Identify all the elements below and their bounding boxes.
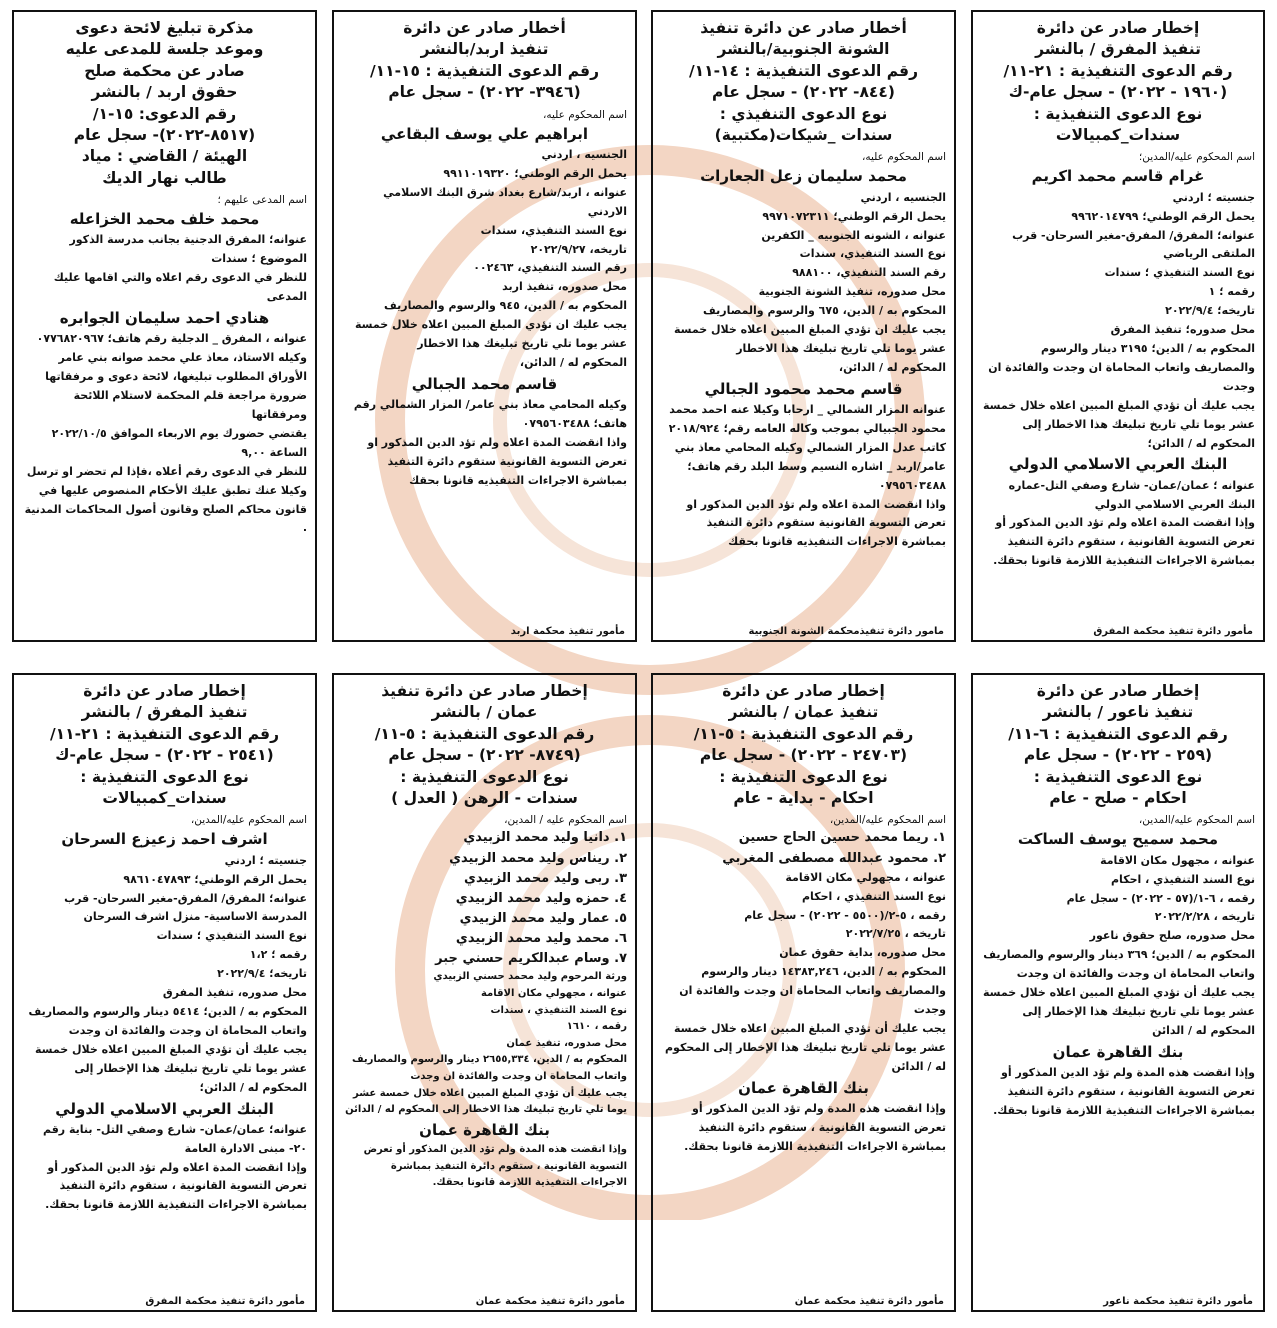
notice-signature: مأمور دائرة تنفيذ محكمة المفرق xyxy=(1093,626,1253,637)
notice-body-continued: عنوانه ، المفرق _ الدجلية رقم هاتف؛ ٠٧٧٦٨٢٠٩٦٧ وكيله الاستاذ، معاذ علي محمد صوانه بني عامر الأوراق المطلوب تبليغها، لائحة دعوى و مرفقاتها ضرورة مراجعة قلم المحكمة لاستلام اللائحة ومرفقاتها يقتضي حضورك يوم الاربعاء الموافق ٢٠٢٢/١٠/٥ الساعة ٩,٠٠ للنظر في الدعوى رقم أعلاه ،فإذا لم تحضر او ترسل وكيلا عنك تطبق عليك الأحكام المنصوص عليها في قانون محاكم الصلح وقانون أصول المحاكمات المدنية . xyxy=(24,332,307,535)
notice-mafraq-2541 xyxy=(12,673,317,1312)
debtor-label: اسم المحكوم عليه / المدين، xyxy=(504,814,627,827)
creditor-name: البنك العربي الاسلامي الدولي xyxy=(1008,455,1228,474)
debtor-name: ابراهيم علي يوسف البقاعي xyxy=(380,124,589,143)
creditor-name: قاسم محمد الجبالي xyxy=(411,374,558,393)
notice-body: ورثة المرحوم وليد محمد حسني الزبيدي عنوانه ، مجهولي مكان الاقامة نوع السند التنفيذي ، سندات رقمه ، ١٦١٠ محل صدوره، تنفيذ عمان المحكوم به / الدين، ٢٦٥٥,٣٣٤ دينار والرسوم والمصاريف واتعاب المحاماة ان وجدت والفائدة ان وجدت يجب عليك أن تؤدي المبلغ المبين اعلاه خلال خمسة عشر يوما تلي تاريخ تبليغك هذا الاخطار إلى المحكوم له / الدائن xyxy=(345,971,627,1116)
plaintiff-name: هنادي احمد سليمان الجوابره xyxy=(59,309,270,328)
notice-signature: مامور دائرة تنفيذمحكمة الشونة الجنوبية xyxy=(748,626,944,637)
notice-signature: مأمور دائرة تنفيذ محكمة ناعور xyxy=(1103,1296,1253,1307)
notice-body: جنسيته ؛ اردني يحمل الرقم الوطني؛ ٩٩٦٢٠١٤٧٩٩ عنوانه؛ المفرق/ المفرق-مغير السرحان- قرب الملتقى الرياضي نوع السند التنفيذي ؛ سندات رقمه ؛ ١ تاريخه؛ ٢٠٢٢/٩/٤ محل صدوره؛ تنفيذ المفرق المحكوم به / الدين؛ ٣١٩٥ دينار والرسوم والمصاريف واتعاب المحاماة ان وجدت والفائدة ان وجدت يجب عليك أن تؤدي المبلغ المبين اعلاه خلال خمسة عشر يوما تلي تاريخ تبليغك هذا الاخطار إلى المحكوم له / الدائن؛ xyxy=(982,190,1255,450)
notice-body: الجنسيه ، اردني يحمل الرقم الوطني؛ ٩٩٧١٠٧٢٣١١ عنوانه ، الشونه الجنوبيه _ الكفرين نوع السند التنفيذي، سندات رقم السند التنفيذي، ٩٨٨١٠٠ محل صدوره، تنفيذ الشونة الجنوبية المحكوم به / الدين، ٦٧٥ والرسوم والمصاريف يجب عليك ان تؤدي المبلغ المبين اعلاه خلال خمسة عشر يوما تلي تاريخ تبليغك هذا الاخطار المحكوم له / الدائن، xyxy=(673,190,946,374)
debtor-label: اسم المحكوم عليه، xyxy=(543,108,627,121)
notice-body-continued: وإذا انقضت هذه المدة ولم تؤد الدين المذكور أو تعرض التسوية القانونية ، ستقوم دائرة التنفيذ بمباشرة الاجراءات التنفيذية اللازمة قانونا بحقك. xyxy=(993,1066,1255,1117)
debtor-label: اسم المحكوم عليه، xyxy=(862,151,946,164)
notice-irbid-summons-8517 xyxy=(12,10,317,642)
notice-body: عنوانه ، مجهولي مكان الاقامة نوع السند التنفيذي ، احكام رقمه ، ٥-٢/(٥٥٠٠ - ٢٠٢٢) - سجل عام تاريخه ، ٢٠٢٢/٧/٢٥ محل صدوره، بداية حقوق عمان المحكوم به / الدين، ١٤٣٨٣,٢٤٦ دينار والرسوم والمصاريف واتعاب المحاماة ان وجدت والفائدة ان وجدت يجب عليك أن تؤدي المبلغ المبين اعلاه خلال خمسة عشر يوما تلي تاريخ تبليغك هذا الإخطار إلى المحكوم له / الدائن xyxy=(664,870,946,1073)
creditor-name: بنك القاهرة عمان xyxy=(738,1078,869,1097)
debtor-name: غرام قاسم محمد اكريم xyxy=(1031,167,1205,186)
notice-amman-8749 xyxy=(332,673,637,1312)
creditor-name: قاسم محمد محمود الجبالي xyxy=(704,379,903,398)
debtor-names: ١. دانيا وليد محمد الزبيدي ٢. ريناس وليد محمد الزبيدي ٣. ربى وليد محمد الزبيدي ٤. حمزه وليد محمد الزبيدي ٥. عمار وليد محمد الزبيدي ٦. محمد وليد محمد الزبيدي ٧. وسام عبدالكريم حسني جبر xyxy=(435,830,627,967)
debtor-label: اسم المحكوم عليه/المدين، xyxy=(190,814,307,827)
notice-signature: مأمور دائرة تنفيذ محكمة عمان xyxy=(794,1296,944,1307)
notice-body-continued: عنوانه؛ عمان/عمان- شارع وصفي التل- بناية رقم ٢٠- مبنى الادارة العامة وإذا انقضت المدة اعلاه ولم تؤد الدين المذكور أو تعرض التسوية القانونية ، ستقوم دائرة التنفيذ بمباشرة الاجراءات التنفيذية اللازمة قانونا بحقك. xyxy=(42,1122,307,1212)
creditor-name: بنك القاهرة عمان xyxy=(419,1120,550,1139)
debtor-label: اسم المحكوم عليه/المدين، xyxy=(1138,814,1255,827)
notice-body: عنوانه ، مجهول مكان الاقامة نوع السند التنفيذي ، احكام رقمه ، ٦-١/(٥٧ - ٢٠٢٢) - سجل عام تاريخه ، ٢٠٢٢/٢/٢٨ محل صدوره، صلح حقوق ناعور المحكوم به / الدين؛ ٣٦٩ دينار والرسوم والمصاريف واتعاب المحاماة ان وجدت والفائدة ان وجدت يجب عليك أن تؤدي المبلغ المبين اعلاه خلال خمسة عشر يوما تلي تاريخ تبليغك هذا الإخطار إلى المحكوم له / الدائن xyxy=(982,853,1255,1037)
notice-body: الجنسيه ، اردني يحمل الرقم الوطني؛ ٩٩١١٠١٩٣٢٠ عنوانه ، اربد/شارع بغداد شرق البنك الاسلامي الاردني نوع السند التنفيذي، سندات تاريخه، ٢٠٢٢/٩/٢٧ رقم السند التنفيذي، ٠٠٢٤٦٣ محل صدوره، تنفيذ اربد المحكوم به / الدين، ٩٤٥ والرسوم والمصاريف يجب عليك ان تؤدي المبلغ المبين اعلاه خلال خمسة عشر يوما تلي تاريخ تبليغك هذا الاخطار المحكوم له / الدائن، xyxy=(354,147,627,369)
notice-amman-24703 xyxy=(651,673,956,1312)
notice-shouna-844 xyxy=(651,10,956,642)
notice-irbid-3946 xyxy=(332,10,637,642)
notice-heading: إخطار صادر عن دائرة تنفيذ المفرق / بالنشر رقم الدعوى التنفيذية : ٢١-١١/ (١٩٦٠ - ٢٠٢٢) - سجل عام-ك نوع الدعوى التنفيذية : سندات_كمبيالات xyxy=(1003,19,1233,144)
debtor-names: ١. ريما محمد حسين الحاج حسين ٢. محمود عبدالله مصطفى المغربي xyxy=(722,830,946,866)
notice-body-continued: عنوانه ؛ عمان/عمان- شارع وصفي التل-عماره البنك العربي الاسلامي الدولي وإذا انقضت المدة اعلاه ولم تؤد الدين المذكور أو تعرض التسوية القانونية ، ستقوم دائرة التنفيذ بمباشرة الاجراءات التنفيذية اللازمة قانونا بحقك. xyxy=(993,478,1255,568)
notice-heading: أخطار صادر عن دائرة تنفيذ الشونة الجنوبية/بالنشر رقم الدعوى التنفيذية : ١٤-١١/ (٨٤٤- ٢٠٢٢) - سجل عام نوع الدعوى التنفيذي : سندات _شيكات(مكتبية) xyxy=(688,19,918,144)
notice-body-continued: وإذا انقضت هذه المدة ولم تؤد الدين المذكور أو تعرض التسوية القانونية ، ستقوم دائرة التنفيذ بمباشرة الاجراءات التنفيذية اللازمة قانونا بحقك. xyxy=(363,1144,627,1189)
debtor-label: اسم المحكوم عليه/المدين؛ xyxy=(1138,151,1255,164)
notice-heading: مذكرة تبليغ لائحة دعوى وموعد جلسة للمدعى عليه صادر عن محكمة صلح حقوق اربد / بالنشر رقم الدعوى: ١٥-١/ (٨٥١٧-٢٠٢٢)- سجل عام الهيئة / القاضي : مياد طالب نهار الديك xyxy=(65,19,264,187)
notice-body-continued: عنوانه المزار الشمالي _ ارحابا وكيلا عنه احمد محمد محمود الجبيالي بموجب وكاله العامه رقم؛ ٢٠١٨/٩٢٤ كاتب عدل المزار الشمالي وكيله المحامي معاذ بني عامر/اربد _ اشاره النسيم وسط البلد رقم هاتف؛ ٠٧٩٥٦٠٣٤٨٨ واذا انقضت المدة اعلاه ولم تؤد الدين المذكور او تعرض التسوية القانونية ستقوم دائرة التنفيذ بمباشرة الاجراءات التنفيذيه قانونا بحقك xyxy=(668,403,946,549)
notice-body-continued: وإذا انقضت هذه المدة ولم تؤد الدين المذكور أو تعرض التسوية القانونية ، ستقوم دائرة التنفيذ بمباشرة الاجراءات التنفيذية اللازمة قانونا بحقك. xyxy=(684,1101,946,1153)
creditor-name: بنك القاهرة عمان xyxy=(1052,1042,1184,1061)
debtor-label: اسم المحكوم عليه/المدين، xyxy=(829,814,946,827)
defendant-name: محمد خلف محمد الخزاعله xyxy=(69,210,260,229)
notice-heading: إخطار صادر عن دائرة تنفيذ ناعور / بالنشر رقم الدعوى التنفيذية : ٦-١١/ (٢٥٩ - ٢٠٢٢) - سجل عام نوع الدعوى التنفيذية : احكام - صلح - عام xyxy=(1008,682,1228,807)
notice-signature: مأمور دائرة تنفيذ محكمة عمان xyxy=(475,1296,625,1307)
notice-heading: إخطار صادر عن دائرة تنفيذ عمان / بالنشر رقم الدعوى التنفيذية : ٥-١١/ (٢٤٧٠٣ - ٢٠٢٢) - سجل عام نوع الدعوى التنفيذية : احكام - بداية - عام xyxy=(693,682,914,807)
notice-heading: إخطار صادر عن دائرة تنفيذ عمان / بالنشر رقم الدعوى التنفيذية : ٥-١١/ (٨٧٤٩- ٢٠٢٢) - سجل عام نوع الدعوى التنفيذية : سندات - الرهن ( العدل ) xyxy=(374,682,595,807)
notice-body: عنوانه؛ المفرق الدجنية بجانب مدرسة الذكور الموضوع ؛ سندات للنظر في الدعوى رقم اعلاه والتي اقامها عليك المدعى xyxy=(53,233,307,304)
defendant-label: اسم المدعى عليهم ؛ xyxy=(217,194,307,206)
notice-heading: أخطار صادر عن دائرة تنفيذ اربد/بالنشر رقم الدعوى التنفيذية : ١٥-١١/ (٣٩٤٦- ٢٠٢٢) - سجل عام xyxy=(369,19,599,102)
debtor-name: محمد سليمان زعل الجعارات xyxy=(700,167,907,186)
notice-body: جنسيته ؛ اردني يحمل الرقم الوطني؛ ٩٨٦١٠٤٧٨٩٣ عنوانه؛ المفرق/ المفرق-مغير السرحان- قرب المدرسة الاساسية- منزل اشرف السرحان نوع السند التنفيذي ؛ سندات رقمه ؛ ١،٢ تاريخه؛ ٢٠٢٢/٩/٤ محل صدوره، تنفيذ المفرق المحكوم به / الدين؛ ٥٤١٤ دينار والرسوم والمصاريف واتعاب المحاماة ان وجدت والفائدة ان وجدت يجب عليك أن تؤدي المبلغ المبين اعلاه خلال خمسة عشر يوما تلي تاريخ تبليغك هذا الإخطار إلى المحكوم له / الدائن؛ xyxy=(28,853,307,1094)
notice-signature: مأمور دائرة تنفيذ محكمة المفرق xyxy=(145,1296,305,1307)
debtor-name: اشرف احمد زعيزع السرحان xyxy=(61,830,268,849)
notice-heading: إخطار صادر عن دائرة تنفيذ المفرق / بالنشر رقم الدعوى التنفيذية : ٢١-١١/ (٢٥٤١ - ٢٠٢٢) - سجل عام-ك نوع الدعوى التنفيذية : سندات_كمبيالات xyxy=(49,682,279,807)
notice-signature: مأمور تنفيذ محكمة اربد xyxy=(510,626,625,637)
notice-mafraq-1960 xyxy=(971,10,1265,642)
notice-naour-259 xyxy=(971,673,1265,1312)
debtor-name: محمد سميح يوسف الساكت xyxy=(1017,830,1219,849)
creditor-name: البنك العربي الاسلامي الدولي xyxy=(55,1099,274,1118)
notice-body-continued: وكيله المحامي معاذ بني عامر/ المزار الشمالي رقم هاتف؛ ٠٧٩٥٦٠٣٤٨٨ واذا انقضت المدة اعلاه ولم تؤد الدين المذكور او تعرض التسوية القانونية ستقوم دائرة التنفيذ بمباشرة الاجراءات التنفيذيه قانونا بحقك xyxy=(353,398,627,487)
